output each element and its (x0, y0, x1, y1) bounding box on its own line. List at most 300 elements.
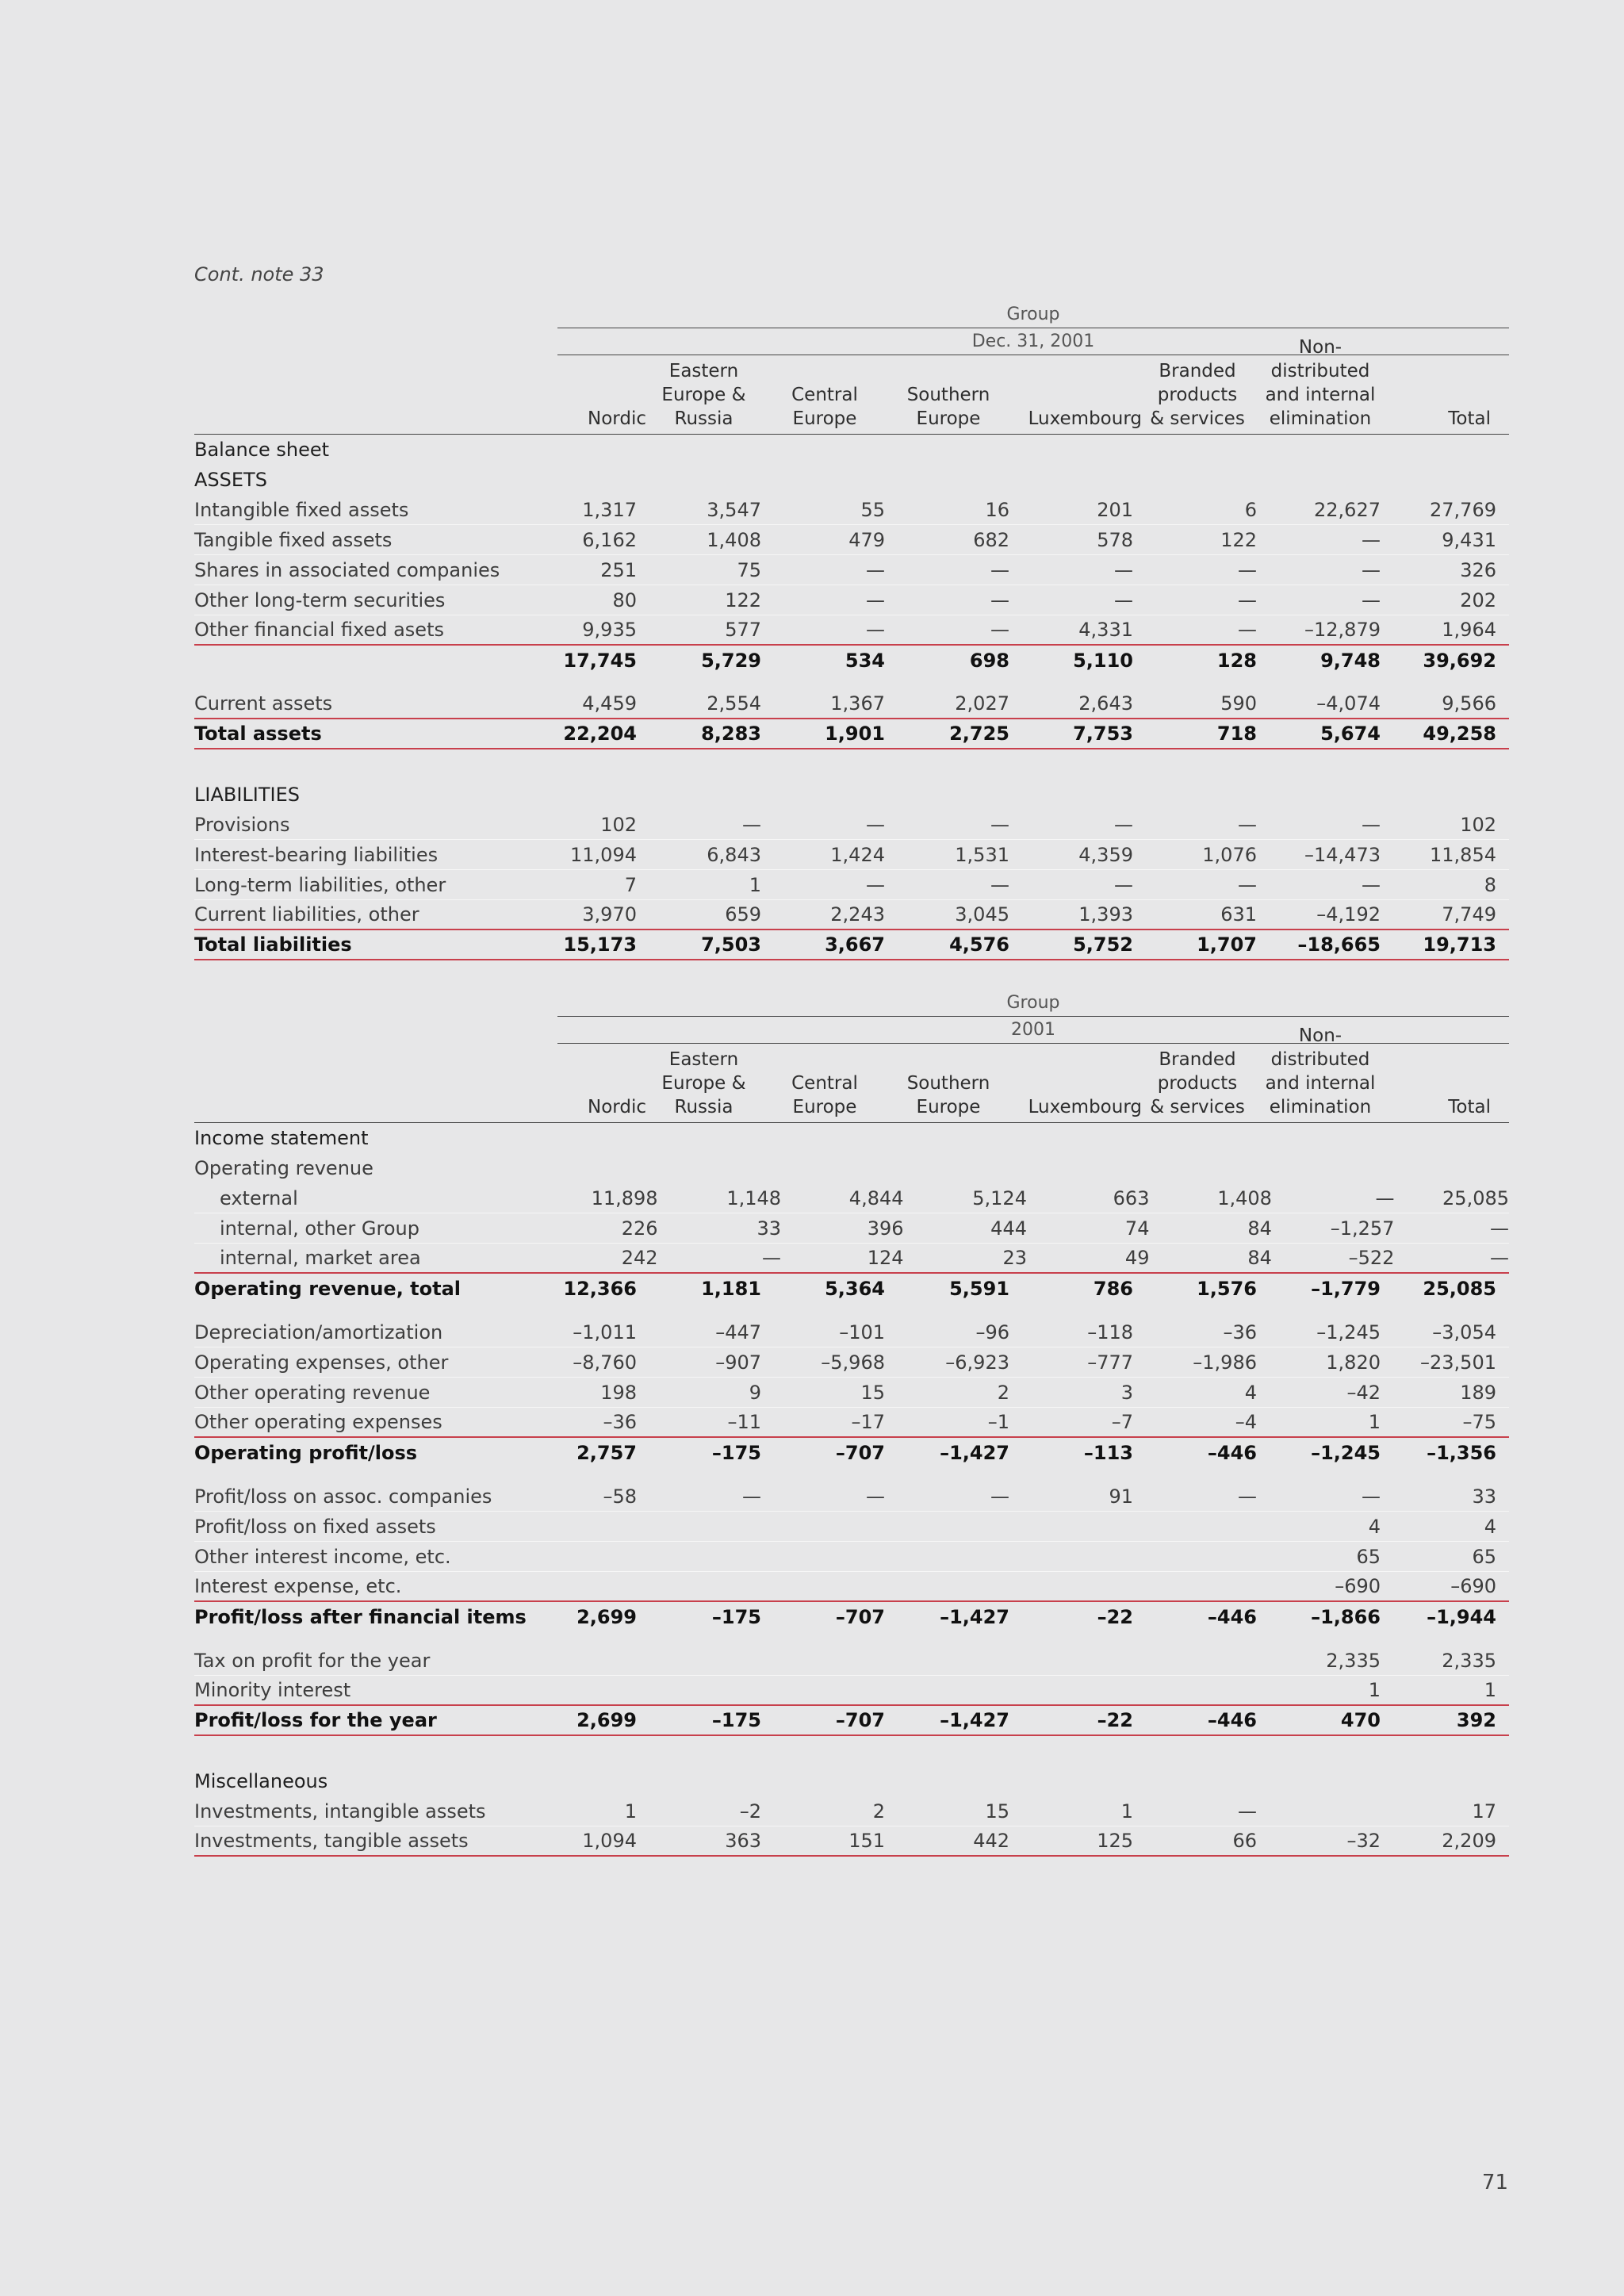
cell-value: — (990, 1485, 1009, 1508)
table-row (194, 1602, 1509, 1632)
cell-value: 1,181 (701, 1278, 761, 1300)
cell-value: 1 (1120, 1800, 1133, 1823)
cell-value: 5,124 (972, 1186, 1027, 1209)
cell-value: 392 (1456, 1709, 1496, 1731)
cell-value: 23 (1002, 1247, 1027, 1269)
cell-value: –113 (1083, 1442, 1133, 1464)
row-label: Tax on profit for the year (194, 1649, 431, 1672)
column-header: Nordic (588, 1097, 646, 1117)
cell-value: –12,879 (1304, 619, 1381, 641)
cell-value: –4 (1235, 1411, 1257, 1433)
column-header: Nordic (588, 408, 646, 429)
cell-value: — (1362, 813, 1381, 836)
cell-value: 1,424 (830, 843, 885, 866)
cell-value: –1,944 (1427, 1606, 1496, 1628)
cell-value: 1,317 (582, 498, 637, 521)
cell-value: 7,753 (1073, 723, 1133, 745)
cell-value: 9,431 (1442, 528, 1496, 551)
cell-value: –4,192 (1316, 903, 1381, 926)
cell-value: –522 (1348, 1247, 1395, 1269)
cell-value: –101 (839, 1320, 885, 1343)
cell-value: — (1114, 558, 1133, 581)
cell-value: — (866, 558, 885, 581)
table-row (194, 1796, 1509, 1826)
cell-value: 15 (985, 1800, 1009, 1823)
cell-value: –1 (987, 1411, 1009, 1433)
cell-value: — (990, 873, 1009, 896)
cell-value: — (1490, 1217, 1510, 1240)
cell-value: 198 (600, 1381, 637, 1404)
cell-value: 1,094 (582, 1830, 637, 1852)
cell-value: 444 (990, 1217, 1027, 1240)
cell-value: 151 (848, 1830, 885, 1852)
cell-value: 11,094 (570, 843, 637, 866)
cell-value: 5,752 (1073, 933, 1133, 956)
row-label: Total assets (194, 723, 322, 745)
cell-value: 102 (600, 813, 637, 836)
row-label: internal, other Group (220, 1217, 419, 1240)
section-heading: Balance sheet (194, 439, 330, 461)
cell-value: 3,045 (955, 903, 1009, 926)
cell-value: 9 (749, 1381, 761, 1404)
cell-value: 84 (1247, 1217, 1272, 1240)
column-header: Non-distributed and internal elimination (1265, 1025, 1376, 1117)
cell-value: 1,148 (726, 1186, 782, 1209)
cell-value: 2,335 (1442, 1649, 1496, 1672)
cell-value: 8,283 (701, 723, 761, 745)
cell-value: 124 (867, 1247, 904, 1269)
table-row (194, 900, 1509, 930)
row-label: Depreciation/amortization (194, 1320, 443, 1343)
table-row (194, 1542, 1509, 1572)
cell-value: 17 (1472, 1800, 1496, 1823)
group-label: Group (557, 990, 1509, 1017)
cell-value: 2,554 (707, 692, 761, 715)
cell-value: 19,713 (1423, 933, 1496, 956)
cell-value: –22 (1097, 1606, 1133, 1628)
column-header: Luxembourg (1028, 408, 1142, 429)
row-label: internal, market area (220, 1247, 421, 1269)
cell-value: 25,085 (1442, 1186, 1510, 1209)
row-label: Profit/loss after financial items (194, 1606, 527, 1628)
cell-value: –1,427 (940, 1606, 1009, 1628)
column-header: Luxembourg (1028, 1097, 1142, 1117)
cell-value: –17 (851, 1411, 885, 1433)
cell-value: 122 (725, 588, 761, 611)
cell-value: 9,935 (582, 619, 637, 641)
cell-value: 1,076 (1202, 843, 1257, 866)
table-row (194, 1481, 1509, 1512)
cell-value: 442 (973, 1830, 1009, 1852)
row-label: Provisions (194, 813, 290, 836)
cell-value: 1 (1368, 1411, 1381, 1433)
cell-value: 9,748 (1320, 650, 1381, 672)
row-label: Current liabilities, other (194, 903, 419, 926)
cell-value: 4,459 (582, 692, 637, 715)
table-row (194, 1512, 1509, 1542)
cell-value: –96 (975, 1320, 1009, 1343)
cell-value: 479 (848, 528, 885, 551)
table-row (194, 689, 1509, 719)
cell-value: 242 (621, 1247, 658, 1269)
cell-value: 1,576 (1197, 1278, 1257, 1300)
cell-value: 5,729 (701, 650, 761, 672)
cell-value: — (1362, 558, 1381, 581)
cell-value: 7,503 (701, 933, 761, 956)
cell-value: 4 (1244, 1381, 1257, 1404)
group-label: Group (557, 301, 1509, 328)
cell-value: –175 (711, 1606, 761, 1628)
row-label: Tangible fixed assets (194, 528, 393, 551)
cell-value: –32 (1346, 1830, 1381, 1852)
cell-value: –42 (1346, 1381, 1381, 1404)
table-row (194, 555, 1509, 585)
table-row (194, 525, 1509, 555)
cell-value: 578 (1097, 528, 1133, 551)
page-number: 71 (1481, 2171, 1508, 2194)
cell-value: 4,844 (848, 1186, 904, 1209)
cell-value: –75 (1462, 1411, 1496, 1433)
cell-value: 2 (872, 1800, 885, 1823)
cell-value: 1 (749, 873, 761, 896)
table-row (194, 1347, 1509, 1378)
column-header: Branded products & services (1150, 361, 1245, 429)
section-heading: ASSETS (194, 469, 267, 491)
cell-value: — (1238, 619, 1257, 641)
cell-value: 3,667 (825, 933, 885, 956)
cell-value: 122 (1220, 528, 1257, 551)
cell-value: –690 (1335, 1575, 1381, 1597)
cell-value: –1,257 (1330, 1217, 1395, 1240)
cell-value: –1,427 (940, 1709, 1009, 1731)
cell-value: 201 (1097, 498, 1133, 521)
cell-value: 577 (725, 619, 761, 641)
row-label: Other long-term securities (194, 588, 446, 611)
cell-value: — (1238, 873, 1257, 896)
cell-value: 682 (973, 528, 1009, 551)
cell-value: — (742, 813, 761, 836)
cell-value: 2,725 (949, 723, 1009, 745)
cell-value: — (1238, 558, 1257, 581)
cell-value: 1,964 (1442, 619, 1496, 641)
cell-value: — (1114, 588, 1133, 611)
column-header: Central Europe (791, 385, 858, 429)
cell-value: 15 (860, 1381, 885, 1404)
cell-value: –690 (1450, 1575, 1496, 1597)
cell-value: 12,366 (563, 1278, 637, 1300)
table-row (194, 810, 1509, 840)
cell-value: –58 (603, 1485, 637, 1508)
cell-value: 55 (860, 498, 885, 521)
row-label: Interest expense, etc. (194, 1575, 402, 1597)
cell-value: 39,692 (1423, 650, 1496, 672)
table-row (194, 1274, 1509, 1304)
cell-value: 1,408 (707, 528, 761, 551)
row-label: external (220, 1186, 298, 1209)
cell-value: 363 (725, 1830, 761, 1852)
cell-value: 102 (1460, 813, 1496, 836)
cell-value: 11,854 (1430, 843, 1496, 866)
cell-value: 1 (624, 1800, 637, 1823)
row-label: Operating profit/loss (194, 1442, 418, 1464)
cell-value: –6,923 (945, 1351, 1009, 1374)
cell-value: 1,707 (1197, 933, 1257, 956)
cell-value: –2 (739, 1800, 761, 1823)
cell-value: –777 (1087, 1351, 1133, 1374)
cell-value: 226 (621, 1217, 658, 1240)
row-label: Profit/loss for the year (194, 1709, 437, 1731)
table-row (194, 1646, 1509, 1676)
cell-value: –175 (711, 1442, 761, 1464)
cell-value: — (990, 588, 1009, 611)
column-header: Non-distributed and internal elimination (1265, 337, 1376, 429)
cell-value: –36 (603, 1411, 637, 1433)
cell-value: 25,085 (1423, 1278, 1496, 1300)
cell-value: — (1490, 1247, 1510, 1269)
cell-value: — (990, 813, 1009, 836)
cell-value: –1,011 (573, 1320, 637, 1343)
cell-value: — (866, 813, 885, 836)
cell-value: — (1362, 873, 1381, 896)
cell-value: 75 (737, 558, 761, 581)
section-heading: Income statement (194, 1127, 369, 1149)
cell-value: — (866, 619, 885, 641)
cell-value: 5,591 (949, 1278, 1009, 1300)
cell-value: 27,769 (1430, 498, 1496, 521)
table-row (194, 1706, 1509, 1736)
row-label: Minority interest (194, 1679, 351, 1701)
cell-value: –446 (1207, 1709, 1257, 1731)
cell-value: — (1114, 813, 1133, 836)
cell-value: 66 (1232, 1830, 1257, 1852)
row-label: Current assets (194, 692, 333, 715)
column-header: Central Europe (791, 1073, 858, 1117)
row-label: Operating revenue, total (194, 1278, 462, 1300)
cell-value: 7,749 (1442, 903, 1496, 926)
cell-value: –1,427 (940, 1442, 1009, 1464)
cell-value: 11,898 (591, 1186, 658, 1209)
cell-value: — (1238, 588, 1257, 611)
table-row (194, 719, 1509, 749)
cell-value: 17,745 (563, 650, 637, 672)
column-header: Eastern Europe & Russia (661, 1049, 746, 1117)
table-row (194, 930, 1509, 960)
row-label: Operating expenses, other (194, 1351, 449, 1374)
subsection-heading: Operating revenue (194, 1157, 373, 1179)
column-header: Total (1448, 408, 1491, 429)
cell-value: — (1362, 588, 1381, 611)
cell-value: 202 (1460, 588, 1496, 611)
cell-value: — (990, 619, 1009, 641)
column-header: Southern Europe (906, 1073, 990, 1117)
cell-value: 1,820 (1326, 1351, 1381, 1374)
cell-value: –1,245 (1316, 1320, 1381, 1343)
row-label: Other financial fixed asets (194, 619, 444, 641)
cell-value: 2,209 (1442, 1830, 1496, 1852)
cell-value: 5,364 (825, 1278, 885, 1300)
cell-value: 33 (1472, 1485, 1496, 1508)
cell-value: 663 (1113, 1186, 1150, 1209)
table-row (194, 1438, 1509, 1468)
continuation-note: Cont. note 33 (194, 263, 324, 286)
cell-value: –707 (835, 1442, 885, 1464)
cell-value: 189 (1460, 1381, 1496, 1404)
cell-value: — (1375, 1186, 1395, 1209)
cell-value: –4,074 (1316, 692, 1381, 715)
row-label: Long-term liabilities, other (194, 873, 446, 896)
cell-value: –11 (727, 1411, 761, 1433)
row-label: Other operating revenue (194, 1381, 431, 1404)
section-heading: Miscellaneous (194, 1770, 328, 1792)
cell-value: 786 (1093, 1278, 1133, 1300)
cell-value: –707 (835, 1606, 885, 1628)
row-label: Investments, intangible assets (194, 1800, 486, 1823)
cell-value: –22 (1097, 1709, 1133, 1731)
row-label: Intangible fixed assets (194, 498, 409, 521)
cell-value: 80 (612, 588, 637, 611)
column-header: Southern Europe (906, 385, 990, 429)
cell-value: 16 (985, 498, 1009, 521)
table-row (194, 870, 1509, 900)
table-row (194, 1408, 1509, 1438)
row-label: Shares in associated companies (194, 558, 500, 581)
cell-value: 1,393 (1078, 903, 1133, 926)
row-label: Investments, tangible assets (194, 1830, 469, 1852)
cell-value: 534 (845, 650, 885, 672)
cell-value: –7 (1111, 1411, 1133, 1433)
cell-value: 1,367 (830, 692, 885, 715)
cell-value: 1,408 (1217, 1186, 1272, 1209)
cell-value: 396 (867, 1217, 904, 1240)
cell-value: 128 (1216, 650, 1257, 672)
cell-value: 7 (624, 873, 637, 896)
cell-value: 3,970 (582, 903, 637, 926)
cell-value: 6,162 (582, 528, 637, 551)
cell-value: 3,547 (707, 498, 761, 521)
cell-value: –175 (711, 1709, 761, 1731)
cell-value: –1,986 (1193, 1351, 1257, 1374)
cell-value: — (866, 873, 885, 896)
cell-value: –5,968 (821, 1351, 885, 1374)
cell-value: –907 (715, 1351, 761, 1374)
cell-value: –707 (835, 1709, 885, 1731)
cell-value: 2,335 (1326, 1649, 1381, 1672)
cell-value: 2 (997, 1381, 1009, 1404)
cell-value: –1,245 (1311, 1442, 1381, 1464)
cell-value: 2,699 (576, 1606, 637, 1628)
cell-value: 2,699 (576, 1709, 637, 1731)
row-label: Other interest income, etc. (194, 1545, 451, 1568)
cell-value: –36 (1223, 1320, 1257, 1343)
row-label: Total liabilities (194, 933, 352, 956)
cell-value: –1,866 (1311, 1606, 1381, 1628)
table-row (194, 1572, 1509, 1602)
cell-value: –446 (1207, 1442, 1257, 1464)
cell-value: 698 (969, 650, 1009, 672)
cell-value: –3,054 (1432, 1320, 1496, 1343)
cell-value: 2,643 (1078, 692, 1133, 715)
cell-value: –1,779 (1311, 1278, 1381, 1300)
cell-value: 1 (1484, 1679, 1496, 1701)
cell-value: 22,204 (563, 723, 637, 745)
cell-value: — (1238, 1485, 1257, 1508)
cell-value: –446 (1207, 1606, 1257, 1628)
cell-value: –1,356 (1427, 1442, 1496, 1464)
cell-value: 6 (1244, 498, 1257, 521)
cell-value: –18,665 (1297, 933, 1381, 956)
cell-value: 4,359 (1078, 843, 1133, 866)
cell-value: 125 (1097, 1830, 1133, 1852)
table-row (194, 1244, 1509, 1274)
cell-value: 74 (1124, 1217, 1150, 1240)
column-header: Branded products & services (1150, 1049, 1245, 1117)
cell-value: 4,576 (949, 933, 1009, 956)
cell-value: 5,110 (1073, 650, 1133, 672)
cell-value: 84 (1247, 1247, 1272, 1269)
cell-value: 590 (1220, 692, 1257, 715)
cell-value: 2,757 (576, 1442, 637, 1464)
cell-value: 2,027 (955, 692, 1009, 715)
column-header: Total (1448, 1097, 1491, 1117)
table-row (194, 1213, 1509, 1244)
cell-value: 326 (1460, 558, 1496, 581)
period-label: Dec. 31, 2001 (557, 328, 1509, 355)
cell-value: 4 (1368, 1515, 1381, 1538)
cell-value: 6,843 (707, 843, 761, 866)
table-row (194, 585, 1509, 615)
cell-value: 49,258 (1423, 723, 1496, 745)
table-row (194, 1378, 1509, 1408)
cell-value: 4,331 (1078, 619, 1133, 641)
cell-value: — (990, 558, 1009, 581)
cell-value: –447 (715, 1320, 761, 1343)
table-row (194, 1317, 1509, 1347)
period-label: 2001 (557, 1017, 1509, 1044)
row-label: Profit/loss on fixed assets (194, 1515, 436, 1538)
cell-value: — (762, 1247, 782, 1269)
income-statement-table (194, 990, 1509, 1857)
row-label: Interest-bearing liabilities (194, 843, 439, 866)
row-label: Profit/loss on assoc. companies (194, 1485, 492, 1508)
cell-value: –8,760 (573, 1351, 637, 1374)
table-row (194, 1676, 1509, 1706)
cell-value: 15,173 (563, 933, 637, 956)
table-row (194, 1183, 1509, 1213)
cell-value: 91 (1109, 1485, 1133, 1508)
cell-value: 659 (725, 903, 761, 926)
cell-value: — (866, 588, 885, 611)
cell-value: 33 (756, 1217, 782, 1240)
cell-value: — (1362, 1485, 1381, 1508)
section-heading: LIABILITIES (194, 784, 300, 806)
column-header: Eastern Europe & Russia (661, 361, 746, 429)
cell-value: 251 (600, 558, 637, 581)
cell-value: — (1238, 813, 1257, 836)
cell-value: 22,627 (1314, 498, 1381, 521)
table-row (194, 615, 1509, 646)
cell-value: 65 (1356, 1545, 1381, 1568)
row-label: Other operating expenses (194, 1411, 442, 1433)
table-row (194, 646, 1509, 676)
cell-value: 1 (1368, 1679, 1381, 1701)
cell-value: –118 (1087, 1320, 1133, 1343)
cell-value: 1,901 (825, 723, 885, 745)
table-row (194, 840, 1509, 870)
table-row (194, 1826, 1509, 1857)
cell-value: 9,566 (1442, 692, 1496, 715)
cell-value: — (866, 1485, 885, 1508)
cell-value: 631 (1220, 903, 1257, 926)
